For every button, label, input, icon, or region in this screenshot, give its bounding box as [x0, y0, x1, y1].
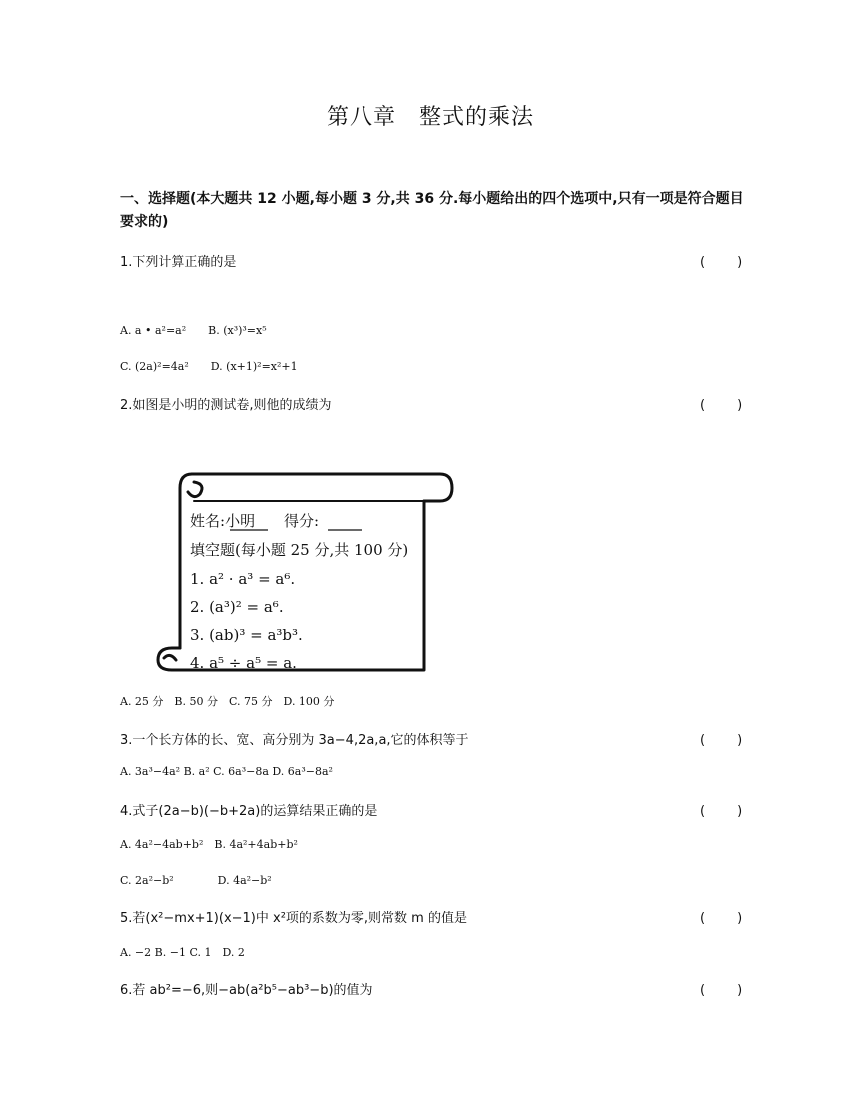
- scroll-item-3: 3. (ab)³ = a³b³.: [190, 626, 303, 644]
- q5-options: A. −2 B. −1 C. 1 D. 2: [120, 946, 245, 959]
- question-number: 2.: [120, 398, 133, 413]
- question-1: [120, 251, 236, 270]
- scroll-item-1: 1. a² · a³ = a⁶.: [190, 570, 296, 588]
- q1-options-line1: A. a • a²=a² B. (x³)³=x⁵: [120, 324, 267, 337]
- test-paper-scroll-figure: [150, 462, 458, 682]
- question-text: 式子(2a−b)(−b+2a)的运算结果正确的是: [132, 804, 378, 819]
- svg-text:姓名:小明: [190, 512, 255, 530]
- question-text: 若 ab²=−6,则−ab(a²b⁵−ab³−b)的值为: [132, 983, 373, 998]
- question-number: 1.: [120, 255, 133, 270]
- question-text: 一个长方体的长、宽、高分别为 3a−4,2a,a,它的体积等于: [132, 733, 469, 748]
- question-number: 4.: [120, 804, 133, 819]
- answer-paren-3: ( ): [700, 733, 745, 748]
- answer-paren-2: ( ): [700, 398, 745, 413]
- question-6: [120, 979, 373, 998]
- q4-options-line1: A. 4a²−4ab+b² B. 4a²+4ab+b²: [120, 838, 298, 851]
- section-heading: 一、选择题(本大题共 12 小题,每小题 3 分,共 36 分.每小题给出的四个选项中,只有一项是符合题目要求的): [120, 191, 744, 230]
- student-name: 小明: [225, 512, 256, 530]
- q4-options-line2: C. 2a²−b² D. 4a²−b²: [120, 874, 272, 887]
- question-number: 3.: [120, 733, 133, 748]
- question-4: [120, 800, 377, 819]
- answer-paren-4: ( ): [700, 804, 745, 819]
- question-2: [120, 394, 332, 413]
- chapter-title: 第八章 整式的乘法: [326, 105, 534, 130]
- answer-paren-6: ( ): [700, 983, 745, 998]
- question-number: 6.: [120, 983, 133, 998]
- question-3: [120, 729, 469, 748]
- answer-paren-5: ( ): [700, 911, 745, 926]
- answer-paren-1: ( ): [700, 255, 745, 270]
- question-text: 如图是小明的测试卷,则他的成绩为: [132, 398, 332, 413]
- scroll-heading: 填空题(每小题 25 分,共 100 分): [190, 541, 409, 559]
- question-number: 5.: [120, 911, 133, 926]
- scroll-item-4: 4. a⁵ ÷ a⁵ = a.: [190, 654, 297, 672]
- score-label: 得分:: [284, 512, 320, 530]
- question-text: 下列计算正确的是: [132, 255, 237, 270]
- question-5: [120, 907, 467, 926]
- question-text: 若(x²−mx+1)(x−1)中 x²项的系数为零,则常数 m 的值是: [132, 911, 467, 926]
- q2-options: A. 25 分 B. 50 分 C. 75 分 D. 100 分: [120, 695, 335, 708]
- scroll-item-2: 2. (a³)² = a⁶.: [190, 598, 284, 616]
- name-label: 姓名:: [190, 512, 226, 530]
- q1-options-line2: C. (2a)²=4a² D. (x+1)²=x²+1: [120, 360, 298, 373]
- q3-options: A. 3a³−4a² B. a² C. 6a³−8a D. 6a³−8a²: [120, 765, 333, 778]
